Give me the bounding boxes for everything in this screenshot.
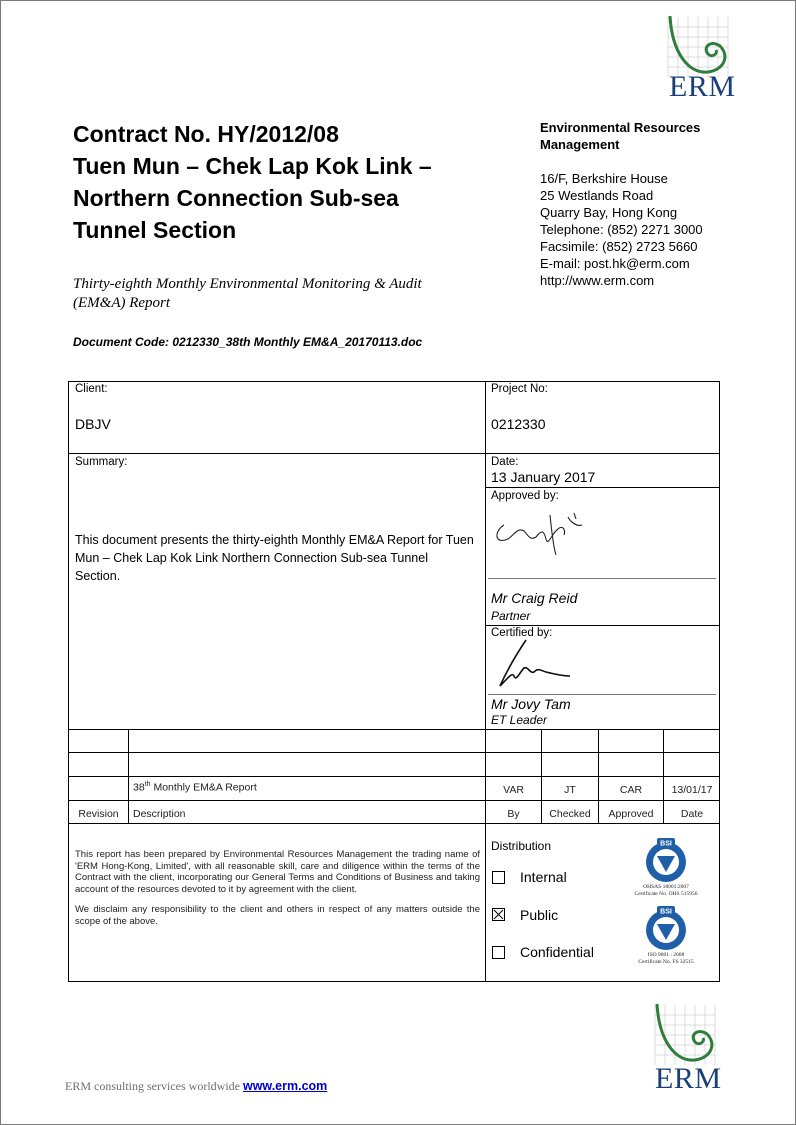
page-title	[73, 118, 493, 246]
certified-by-label: Certified by:	[491, 627, 553, 639]
checkbox-internal[interactable]	[492, 871, 505, 884]
divider	[485, 625, 720, 626]
bsi-badge-text: BSI	[660, 908, 672, 916]
title-line: Tunnel Section	[73, 217, 237, 243]
header-description: Description	[133, 808, 186, 820]
header-by: By	[507, 808, 520, 820]
footer-text: ERM consulting services worldwide	[65, 1079, 243, 1093]
footer	[65, 1079, 327, 1094]
divider	[68, 453, 720, 454]
summary-text: This document presents the thirty-eighth Monthly EM&A Report for Tuen Mun – Chek Lap Kok Link Northern Connection Sub-sea Tunnel Section.	[75, 533, 474, 583]
subtitle-line: (EM&A) Report	[73, 295, 171, 311]
header-revision: Revision	[78, 808, 119, 820]
divider	[128, 729, 129, 823]
cert-caption-line: OHSAS 18001:2007	[643, 884, 689, 890]
client-value: DBJV	[75, 416, 111, 432]
client-label: Client:	[75, 383, 108, 395]
address-line: 25 Westlands Road	[540, 188, 654, 203]
header-date: Date	[680, 808, 704, 820]
cert-caption-line: ISO 9001 : 2008	[647, 952, 685, 958]
ohsas-certificate-caption	[626, 884, 706, 897]
revision-checked: JT	[564, 784, 576, 796]
divider	[68, 776, 720, 777]
approved-by-label: Approved by:	[491, 490, 559, 502]
email: E-mail: post.hk@erm.com	[540, 256, 690, 271]
checkbox-confidential[interactable]	[492, 946, 505, 959]
facsimile: Facsimile: (852) 2723 5660	[540, 239, 698, 254]
footer-link[interactable]: www.erm.com	[242, 1079, 328, 1093]
divider	[68, 729, 720, 730]
iso-certificate-caption	[626, 952, 706, 965]
revision-date: 13/01/17	[671, 784, 713, 796]
approver-role: Partner	[491, 609, 531, 623]
divider	[488, 694, 716, 695]
certifier-role: ET Leader	[491, 713, 548, 727]
address-line: Quarry Bay, Hong Kong	[540, 205, 678, 220]
distribution-option-confidential: Confidential	[520, 944, 594, 960]
erm-logo-text: ERM	[669, 70, 736, 103]
checkbox-public[interactable]	[492, 908, 505, 921]
disclaimer	[75, 849, 480, 936]
website: http://www.erm.com	[540, 273, 655, 288]
revision-by: VAR	[503, 784, 524, 796]
divider	[485, 487, 720, 488]
header-approved: Approved	[608, 808, 654, 820]
title-line: Tuen Mun – Chek Lap Kok Link –	[73, 153, 432, 179]
company-address	[540, 119, 740, 289]
check-x-icon	[493, 909, 504, 920]
erm-logo-graphic-icon	[645, 1000, 725, 1070]
bsi-badge-text: BSI	[660, 840, 672, 848]
org-name-line: Management	[540, 137, 620, 152]
subtitle-line: Thirty-eighth Monthly Environmental Monitoring & Audit	[73, 276, 422, 292]
distribution-option-internal: Internal	[520, 869, 567, 885]
disclaimer-paragraph: We disclaim any responsibility to the client and others in respect of any matters outside the scope of the above.	[75, 904, 480, 927]
summary-label: Summary:	[75, 456, 128, 468]
revision-description-text: Monthly EM&A Report	[150, 781, 257, 794]
cert-caption-line: Certificate No. FS 32515	[638, 958, 694, 965]
bsi-ohsas-badge-icon	[643, 836, 689, 884]
date-label: Date:	[491, 456, 519, 468]
header-checked: Checked	[549, 808, 591, 820]
address-line: 16/F, Berkshire House	[540, 171, 668, 186]
revision-description-suffix: th	[144, 781, 151, 788]
divider	[485, 729, 486, 982]
certifier-name: Mr Jovy Tam	[491, 696, 571, 712]
approver-name: Mr Craig Reid	[491, 590, 578, 606]
erm-logo-bottom	[645, 1000, 725, 1095]
revision-description	[133, 781, 257, 794]
telephone: Telephone: (852) 2271 3000	[540, 222, 703, 237]
org-name-line: Environmental Resources	[540, 120, 701, 135]
cert-caption-line: Certificate No. OHS 515956	[634, 890, 698, 897]
disclaimer-paragraph: This report has been prepared by Environmental Resources Management the trading name of 'ERM Hong-Kong, Limited', with all reasonable skill, care and diligence within the terms of the Contract with the client, incorporating our General Terms and Conditions of Business and taking account of the resources devoted to it by agreement with the client.	[75, 849, 480, 895]
divider	[68, 800, 720, 801]
distribution-label: Distribution	[491, 839, 552, 853]
revision-approved: CAR	[619, 784, 643, 796]
date-value: 13 January 2017	[491, 469, 596, 485]
divider	[68, 823, 720, 824]
approver-signature-icon	[490, 505, 590, 555]
bsi-iso-badge-icon	[643, 904, 689, 952]
certifier-signature-icon	[490, 638, 580, 693]
divider	[485, 381, 486, 730]
divider	[68, 752, 720, 753]
erm-logo-top	[658, 12, 738, 102]
report-subtitle	[73, 275, 483, 313]
erm-logo-text: ERM	[655, 1062, 722, 1095]
project-value: 0212330	[491, 416, 546, 432]
project-label: Project No:	[491, 383, 548, 395]
distribution-option-public: Public	[520, 907, 559, 923]
revision-description-number: 38	[133, 781, 145, 794]
title-line: Northern Connection Sub-sea	[73, 185, 399, 211]
title-line: Contract No. HY/2012/08	[73, 121, 339, 147]
document-code: Document Code: 0212330_38th Monthly EM&A_20170113.doc	[73, 335, 423, 349]
divider	[488, 578, 716, 579]
